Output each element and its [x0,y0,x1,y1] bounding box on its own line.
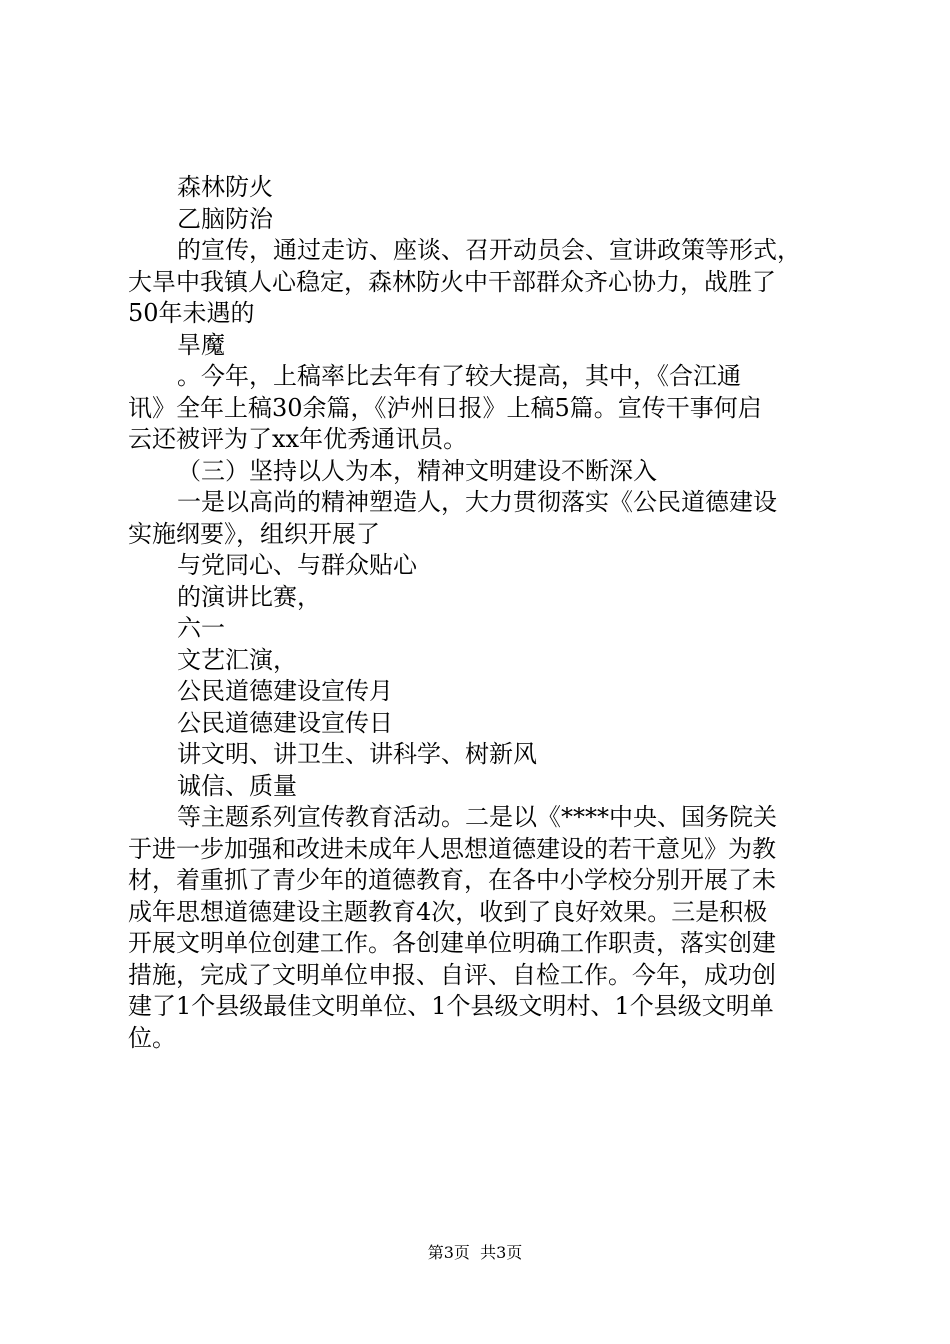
text-line: 建了1个县级最佳文明单位、1个县级文明村、1个县级文明单 [128,992,774,1020]
text-line: 云还被评为了xx年优秀通讯员。 [128,425,468,453]
text-line: 与党同心、与群众贴心 [177,551,417,579]
text-line: 公民道德建设宣传日 [177,708,393,737]
text-line: 的宣传，通过走访、座谈、召开动员会、宣讲政策等形式， [177,236,801,264]
text-line: 。今年，上稿率比去年有了较大提高，其中，《合江通 [177,362,741,390]
text-line: 开展文明单位创建工作。各创建单位明确工作职责，落实创建 [128,929,776,957]
text-line: 50年未遇的 [128,299,255,327]
text-line: 位。 [128,1023,176,1052]
text-line: 成年思想道德建设主题教育4次，收到了良好效果。三是积极 [128,897,768,926]
text-line: 等主题系列宣传教育活动。二是以《****中央、国务院关 [177,803,777,831]
text-line: 讲文明、讲卫生、讲科学、树新风 [177,740,537,768]
text-line: 措施，完成了文明单位申报、自评、自检工作。今年，成功创 [128,960,776,989]
text-line: 文艺汇演， [177,645,297,674]
page-number-footer: 第3页 共3页 [427,1243,523,1262]
text-line: 乙脑防治 [177,204,273,233]
text-line: 一是以高尚的精神塑造人，大力贯彻落实《公民道德建设 [177,488,777,516]
text-line: 大旱中我镇人心稳定，森林防火中干部群众齐心协力，战胜了 [128,267,776,296]
text-line: 讯》全年上稿30余篇，《泸州日报》上稿5篇。宣传干事何启 [128,393,762,422]
text-line: 六一 [177,614,225,642]
text-line: 的演讲比赛， [177,582,321,611]
text-line: 实施纲要》，组织开展了 [128,519,380,548]
text-line: 旱魔 [177,330,225,359]
text-line: 森林防火 [177,173,273,201]
section-heading: （三）坚持以人为本，精神文明建设不断深入 [177,456,657,485]
text-line: 诚信、质量 [177,771,297,800]
text-line: 公民道德建设宣传月 [177,677,393,705]
document-body [128,172,838,1054]
text-line: 于进一步加强和改进未成年人思想道德建设的若干意见》为教 [128,834,776,863]
text-line: 材，着重抓了青少年的道德教育，在各中小学校分别开展了未 [128,866,776,894]
